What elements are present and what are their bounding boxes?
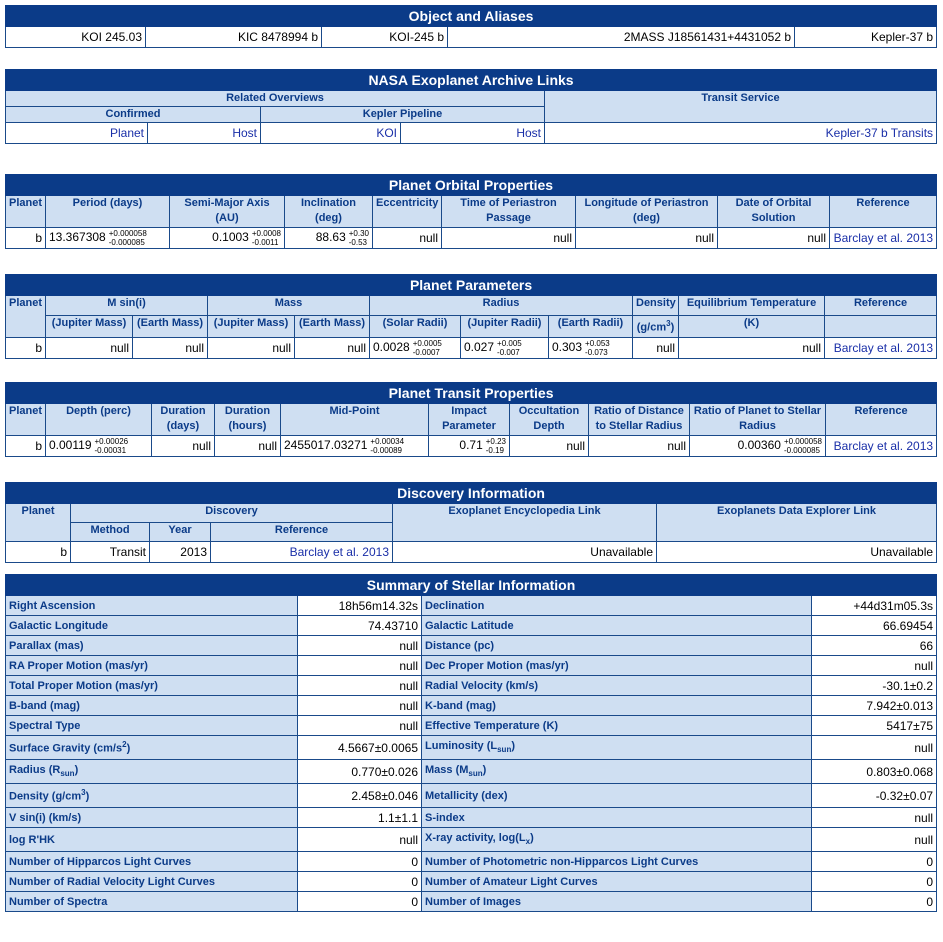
stellar-value: 4.5667±0.0065 [298, 736, 422, 760]
orbital-h-sma: Semi-Major Axis (AU) [170, 196, 285, 228]
alias-koi: KOI 245.03 [6, 27, 146, 48]
stellar-row [6, 676, 937, 696]
stellar-value: 0 [812, 852, 937, 872]
transit-h-ratio-rad: Ratio of Planet to Stellar Radius [690, 404, 826, 436]
stellar-label: Number of Amateur Light Curves [422, 872, 812, 892]
alias-koi-b: KOI-245 b [322, 27, 448, 48]
pipeline-host-link[interactable]: Host [401, 123, 545, 144]
transit-h-planet: Planet [6, 404, 46, 436]
stellar-label: Parallax (mas) [6, 636, 298, 656]
params-msini-e: null [133, 338, 208, 359]
stellar-row [6, 784, 937, 808]
params-mass-j: null [208, 338, 295, 359]
stellar-value: null [298, 716, 422, 736]
stellar-value: null [298, 676, 422, 696]
links-title: NASA Exoplanet Archive Links [6, 70, 937, 91]
stellar-value: 7.942±0.013 [812, 696, 937, 716]
discovery-title: Discovery Information [6, 483, 937, 504]
stellar-row [6, 892, 937, 912]
params-density: null [633, 338, 679, 359]
transit-h-occ: Occultation Depth [510, 404, 589, 436]
stellar-row [6, 656, 937, 676]
orbital-h-tperi: Time of Periastron Passage [442, 196, 576, 228]
transit-h-ratio-dist: Ratio of Distance to Stellar Radius [589, 404, 690, 436]
orbital-h-ref: Reference [830, 196, 937, 228]
transit-mid: 2455017.03271 +0.00034 -0.00089 [281, 436, 429, 457]
orbital-section [5, 174, 936, 249]
orbital-h-planet: Planet [6, 196, 46, 228]
stellar-value: null [812, 808, 937, 828]
params-h-planet: Planet [6, 296, 46, 338]
stellar-value: 0 [298, 892, 422, 912]
stellar-row [6, 716, 937, 736]
params-mass-e: null [295, 338, 370, 359]
stellar-value: null [298, 636, 422, 656]
stellar-label: Galactic Latitude [422, 616, 812, 636]
stellar-value: 2.458±0.046 [298, 784, 422, 808]
stellar-value: 0.770±0.026 [298, 760, 422, 784]
params-rearth: 0.303 +0.053 -0.073 [549, 338, 633, 359]
transits-link[interactable]: Kepler-37 b Transits [545, 123, 937, 144]
stellar-label: Radial Velocity (km/s) [422, 676, 812, 696]
transit-title: Planet Transit Properties [6, 383, 937, 404]
stellar-label: RA Proper Motion (mas/yr) [6, 656, 298, 676]
transit-h-impact: Impact Parameter [429, 404, 510, 436]
orbital-title: Planet Orbital Properties [6, 175, 937, 196]
orbital-sma: 0.1003 +0.0008 -0.0011 [170, 228, 285, 249]
stellar-label: Effective Temperature (K) [422, 716, 812, 736]
stellar-section [5, 574, 936, 912]
transit-section [5, 382, 936, 457]
params-u-emass2: (Earth Mass) [295, 316, 370, 338]
params-u-ref [825, 316, 937, 338]
transit-h-dur-hours: Duration (hours) [215, 404, 281, 436]
stellar-label: K-band (mag) [422, 696, 812, 716]
discovery-h-planet: Planet [6, 504, 71, 542]
stellar-value: null [812, 656, 937, 676]
discovery-year: 2013 [150, 542, 211, 563]
orbital-tperi: null [442, 228, 576, 249]
stellar-label: Radius $(R_{sun})$ [6, 760, 298, 784]
stellar-row [6, 736, 937, 760]
orbital-ecc: null [373, 228, 442, 249]
transit-dur-hours: null [215, 436, 281, 457]
params-rsol: 0.0028 +0.0005 -0.0007 [370, 338, 461, 359]
discovery-h-encyc: Exoplanet Encyclopedia Link [393, 504, 657, 542]
transit-occ: null [510, 436, 589, 457]
stellar-value: null [298, 656, 422, 676]
transit-ref-link[interactable]: Barclay et al. 2013 [826, 436, 937, 457]
transit-impact: 0.71 +0.23 -0.19 [429, 436, 510, 457]
params-section [5, 274, 936, 359]
orbital-planet: b [6, 228, 46, 249]
stellar-label: log R'HK [6, 828, 298, 852]
params-rjup: 0.027 +0.005 -0.007 [461, 338, 549, 359]
discovery-section [5, 482, 936, 563]
stellar-label: Number of Hipparcos Light Curves [6, 852, 298, 872]
stellar-label: Number of Images [422, 892, 812, 912]
stellar-value: 66.69454 [812, 616, 937, 636]
stellar-label: Right Ascension [6, 596, 298, 616]
stellar-label: S-index [422, 808, 812, 828]
discovery-method: Transit [71, 542, 150, 563]
stellar-value: -0.32±0.07 [812, 784, 937, 808]
params-u-jmass: (Jupiter Mass) [46, 316, 133, 338]
stellar-value: null [812, 736, 937, 760]
stellar-row [6, 596, 937, 616]
discovery-h-method: Method [71, 523, 150, 542]
transit-h-mid: Mid-Point [281, 404, 429, 436]
params-u-emass: (Earth Mass) [133, 316, 208, 338]
stellar-row [6, 696, 937, 716]
stellar-label: Distance (pc) [422, 636, 812, 656]
orbital-incl: 88.63 +0.30 -0.53 [285, 228, 373, 249]
params-h-mass: Mass [208, 296, 370, 316]
alias-kic: KIC 8478994 b [146, 27, 322, 48]
koi-link[interactable]: KOI [261, 123, 401, 144]
stellar-label: Dec Proper Motion (mas/yr) [422, 656, 812, 676]
stellar-row [6, 616, 937, 636]
stellar-value: 0.803±0.068 [812, 760, 937, 784]
stellar-value: -30.1±0.2 [812, 676, 937, 696]
params-u-density: $(g/cm^3)$ [633, 316, 679, 338]
stellar-label: Number of Photometric non-Hipparcos Light Curves [422, 852, 812, 872]
stellar-row [6, 808, 937, 828]
alias-2mass: 2MASS J18561431+4431052 b [448, 27, 795, 48]
stellar-value: 18h56m14.32s [298, 596, 422, 616]
kepler-pipeline-header: Kepler Pipeline [261, 107, 545, 123]
stellar-value: 0 [298, 872, 422, 892]
aliases-title: Object and Aliases [6, 6, 937, 27]
stellar-label: Number of Radial Velocity Light Curves [6, 872, 298, 892]
transit-ratio-rad: 0.00360 +0.000058 -0.000085 [690, 436, 826, 457]
orbital-h-date: Date of Orbital Solution [718, 196, 830, 228]
planet-overview-link[interactable]: Planet [6, 123, 148, 144]
params-h-msini: M sin(i) [46, 296, 208, 316]
params-planet: b [6, 338, 46, 359]
transit-ratio-dist: null [589, 436, 690, 457]
discovery-explorer: Unavailable [657, 542, 937, 563]
params-eqt: null [679, 338, 825, 359]
orbital-ref-link[interactable]: Barclay et al. 2013 [830, 228, 937, 249]
stellar-label: Number of Spectra [6, 892, 298, 912]
stellar-value: 1.1±1.1 [298, 808, 422, 828]
params-h-density: Density [633, 296, 679, 316]
stellar-label: Total Proper Motion (mas/yr) [6, 676, 298, 696]
orbital-lperi: null [576, 228, 718, 249]
stellar-value: 0 [298, 852, 422, 872]
params-h-ref: Reference [825, 296, 937, 316]
stellar-label: Surface Gravity $(cm/s^2)$ [6, 736, 298, 760]
stellar-row [6, 852, 937, 872]
stellar-value: null [298, 828, 422, 852]
transit-h-depth: Depth (perc) [46, 404, 152, 436]
host-overview-link[interactable]: Host [148, 123, 261, 144]
aliases-section [5, 5, 936, 48]
discovery-h-year: Year [150, 523, 211, 542]
orbital-h-lperi: Longitude of Periastron (deg) [576, 196, 718, 228]
params-u-earthr: (Earth Radii) [549, 316, 633, 338]
params-u-jmass2: (Jupiter Mass) [208, 316, 295, 338]
transit-service-header: Transit Service [545, 91, 937, 123]
discovery-h-explorer: Exoplanets Data Explorer Link [657, 504, 937, 542]
discovery-encyc: Unavailable [393, 542, 657, 563]
transit-h-ref: Reference [826, 404, 937, 436]
stellar-title: Summary of Stellar Information [6, 575, 937, 596]
params-title: Planet Parameters [6, 275, 937, 296]
orbital-h-period: Period (days) [46, 196, 170, 228]
stellar-value: 74.43710 [298, 616, 422, 636]
discovery-ref-link[interactable]: Barclay et al. 2013 [211, 542, 393, 563]
discovery-h-discovery: Discovery [71, 504, 393, 523]
orbital-period: 13.367308 +0.000058 -0.000085 [46, 228, 170, 249]
stellar-label: Declination [422, 596, 812, 616]
stellar-row [6, 760, 937, 784]
orbital-h-ecc: Eccentricity [373, 196, 442, 228]
transit-planet: b [6, 436, 46, 457]
alias-kepler: Kepler-37 b [795, 27, 937, 48]
transit-dur-days: null [152, 436, 215, 457]
params-u-k: (K) [679, 316, 825, 338]
stellar-value: 5417±75 [812, 716, 937, 736]
stellar-value: null [812, 828, 937, 852]
stellar-value: null [298, 696, 422, 716]
params-msini-j: null [46, 338, 133, 359]
stellar-label: X-ray activity, $\log(L_x)$ [422, 828, 812, 852]
discovery-h-ref: Reference [211, 523, 393, 542]
stellar-label: Mass $(M_{sun})$ [422, 760, 812, 784]
stellar-label: Density $(g/cm^3)$ [6, 784, 298, 808]
stellar-label: V sin(i) (km/s) [6, 808, 298, 828]
related-overviews-header: Related Overviews [6, 91, 545, 107]
discovery-planet: b [6, 542, 71, 563]
params-h-radius: Radius [370, 296, 633, 316]
stellar-label: B-band (mag) [6, 696, 298, 716]
stellar-label: Luminosity $(L_{sun})$ [422, 736, 812, 760]
links-section [5, 69, 936, 144]
stellar-value: 0 [812, 872, 937, 892]
stellar-row [6, 636, 937, 656]
stellar-value: 66 [812, 636, 937, 656]
params-h-eqt: Equilibrium Temperature [679, 296, 825, 316]
stellar-value: +44d31m05.3s [812, 596, 937, 616]
orbital-h-incl: Inclination (deg) [285, 196, 373, 228]
transit-depth: 0.00119 +0.00026 -0.00031 [46, 436, 152, 457]
transit-h-dur-days: Duration (days) [152, 404, 215, 436]
stellar-label: Galactic Longitude [6, 616, 298, 636]
orbital-date: null [718, 228, 830, 249]
params-u-jupr: (Jupiter Radii) [461, 316, 549, 338]
stellar-row [6, 872, 937, 892]
params-u-solr: (Solar Radii) [370, 316, 461, 338]
params-ref-link[interactable]: Barclay et al. 2013 [825, 338, 937, 359]
stellar-value: 0 [812, 892, 937, 912]
stellar-label: Spectral Type [6, 716, 298, 736]
stellar-row [6, 828, 937, 852]
stellar-label: Metallicity (dex) [422, 784, 812, 808]
confirmed-header: Confirmed [6, 107, 261, 123]
